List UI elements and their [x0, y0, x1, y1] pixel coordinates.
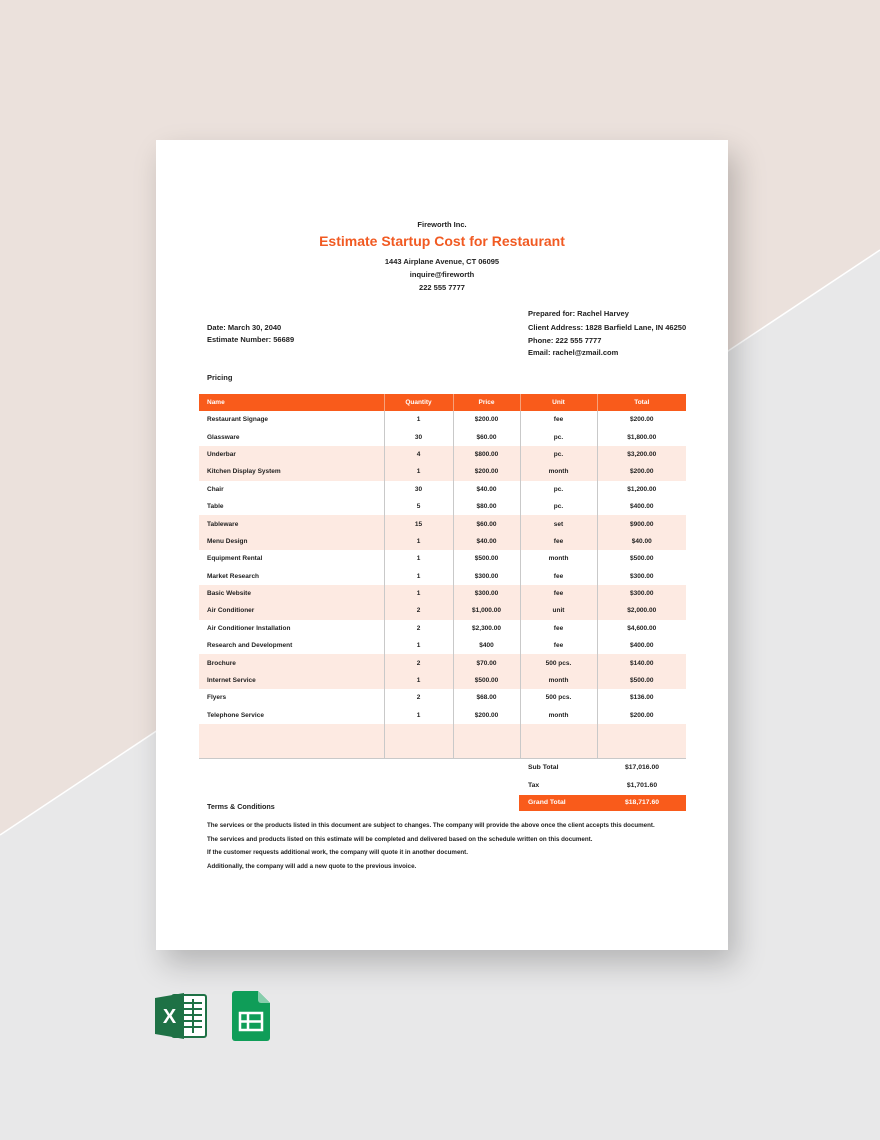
- company-phone: 222 555 7777: [419, 283, 465, 292]
- excel-letter: X: [162, 1006, 177, 1028]
- table-cell: Telephone Service: [207, 711, 264, 719]
- table-row: [199, 585, 686, 602]
- table-cell: $400.00: [597, 498, 686, 515]
- table-cell: Flyers: [207, 694, 227, 702]
- table-cell: $40.00: [597, 533, 686, 550]
- table-row: [199, 446, 686, 463]
- subtotal-value: $17,016.00: [624, 764, 660, 771]
- table-cell: pc.: [520, 428, 597, 445]
- table-cell: Research and Development: [207, 642, 293, 650]
- grand-total-label: Grand Total: [528, 799, 566, 806]
- table-cell: Restaurant Signage: [207, 416, 269, 424]
- table-cell: $300.00: [597, 568, 686, 585]
- table-cell: [384, 724, 453, 759]
- table-cell: $200.00: [453, 463, 520, 480]
- table-cell: 500 pcs.: [520, 654, 597, 671]
- table-cell: 500 pcs.: [520, 689, 597, 706]
- table-cell: $300.00: [453, 585, 520, 602]
- company-address: 1443 Airplane Avenue, CT 06095: [384, 257, 500, 266]
- prepared-for: Prepared for: Rachel Harvey: [528, 309, 629, 318]
- client-email: Email: rachel@zmail.com: [528, 348, 619, 357]
- table-cell: $68.00: [453, 689, 520, 706]
- pricing-table: [199, 394, 686, 759]
- table-cell: Air Conditioner Installation: [207, 624, 291, 632]
- table-cell: $40.00: [453, 533, 520, 550]
- table-cell: $4,600.00: [597, 620, 686, 637]
- table-cell: $300.00: [597, 585, 686, 602]
- table-row: [199, 672, 686, 689]
- table-cell: Table: [207, 503, 224, 511]
- table-cell: $3,200.00: [597, 446, 686, 463]
- client-phone: Phone: 222 555 7777: [528, 336, 602, 345]
- table-cell: 2: [384, 654, 453, 671]
- table-cell: Tableware: [199, 515, 384, 532]
- estimate-number: Estimate Number: 56689: [207, 335, 295, 344]
- client-address: Client Address: 1828 Barfield Lane, IN 46250: [528, 323, 687, 332]
- table-cell: 4: [384, 446, 453, 463]
- table-cell: $40.00: [453, 481, 520, 498]
- tax-label: Tax: [528, 782, 540, 789]
- table-cell: $300.00: [453, 568, 520, 585]
- table-row: [199, 411, 686, 428]
- table-cell: month: [520, 707, 597, 724]
- table-row: [199, 428, 686, 445]
- table-cell: fee: [520, 533, 597, 550]
- table-cell: 2: [384, 602, 453, 619]
- table-cell: 15: [384, 515, 453, 532]
- table-cell: set: [520, 515, 597, 532]
- table-cell: [520, 724, 597, 759]
- table-cell: 1: [384, 585, 453, 602]
- table-cell: Menu Design: [199, 533, 384, 550]
- subtotal-label: Sub Total: [528, 764, 559, 771]
- table-cell: 1: [384, 533, 453, 550]
- table-cell: 30: [384, 481, 453, 498]
- table-row: [199, 707, 686, 724]
- table-cell: $2,000.00: [597, 602, 686, 619]
- table-cell: fee: [520, 637, 597, 654]
- table-cell: $140.00: [597, 654, 686, 671]
- table-cell: $1,000.00: [453, 602, 520, 619]
- table-cell: $200.00: [597, 707, 686, 724]
- table-cell: $500.00: [453, 672, 520, 689]
- column-header: Total: [597, 394, 686, 411]
- table-cell: pc.: [520, 446, 597, 463]
- table-cell: $400: [453, 637, 520, 654]
- table-cell: 2: [384, 689, 453, 706]
- table-row: [199, 515, 686, 532]
- table-cell: $500.00: [597, 550, 686, 567]
- table-cell: $200.00: [453, 707, 520, 724]
- column-header: Price: [453, 394, 520, 411]
- table-cell: fee: [520, 568, 597, 585]
- column-header: Unit: [520, 394, 597, 411]
- table-cell: 1: [384, 672, 453, 689]
- grand-total-value: $18,717.60: [624, 799, 660, 806]
- table-row: [199, 533, 686, 550]
- table-cell: pc.: [520, 498, 597, 515]
- table-row: [199, 620, 686, 637]
- estimate-document: [156, 140, 728, 950]
- terms-line: Additionally, the company will add a new quote to the previous invoice.: [207, 863, 417, 870]
- table-cell: $400.00: [597, 637, 686, 654]
- table-cell: [199, 724, 384, 759]
- terms-line: The services or the products listed in this document are subject to changes. The company will provide the above once the client accepts this document.: [207, 822, 655, 829]
- table-cell: month: [520, 672, 597, 689]
- table-cell: Underbar: [199, 446, 384, 463]
- grand-total-row: [519, 795, 686, 811]
- table-header-row: [199, 394, 686, 411]
- table-cell: Basic Website: [199, 585, 384, 602]
- table-cell: $200.00: [597, 411, 686, 428]
- table-cell: [597, 724, 686, 759]
- table-row: [199, 481, 686, 498]
- table-cell: 1: [384, 411, 453, 428]
- table-row: [199, 689, 686, 706]
- table-cell: $136.00: [597, 689, 686, 706]
- terms-title: Terms & Conditions: [207, 802, 275, 811]
- table-cell: $500.00: [597, 672, 686, 689]
- table-cell: $900.00: [597, 515, 686, 532]
- table-row: [199, 550, 686, 567]
- table-cell: Market Research: [207, 572, 260, 580]
- table-cell: Kitchen Display System: [199, 463, 384, 480]
- table-cell: 1: [384, 707, 453, 724]
- table-cell: $1,200.00: [597, 481, 686, 498]
- table-cell: fee: [520, 411, 597, 428]
- table-cell: $60.00: [453, 428, 520, 445]
- table-cell: $200.00: [453, 411, 520, 428]
- table-cell: 1: [384, 568, 453, 585]
- column-header: Quantity: [384, 394, 453, 411]
- table-cell: 1: [384, 463, 453, 480]
- estimate-date: Date: March 30, 2040: [207, 323, 282, 332]
- table-cell: 30: [384, 428, 453, 445]
- table-row: [199, 602, 686, 619]
- table-cell: [453, 724, 520, 759]
- table-cell: $800.00: [453, 446, 520, 463]
- company-name: Fireworth Inc.: [417, 220, 467, 229]
- excel-icon[interactable]: [155, 992, 209, 1040]
- terms-line: The services and products listed on this estimate will be completed and delivered based on the schedule written on this document.: [207, 836, 593, 843]
- table-cell: $1,800.00: [597, 428, 686, 445]
- table-cell: $500.00: [453, 550, 520, 567]
- table-cell: $70.00: [453, 654, 520, 671]
- table-cell: Internet Service: [199, 672, 384, 689]
- table-cell: Brochure: [199, 654, 384, 671]
- document-title: Estimate Startup Cost for Restaurant: [319, 233, 565, 249]
- table-cell: fee: [520, 585, 597, 602]
- table-cell: 2: [384, 620, 453, 637]
- column-header: Name: [199, 394, 384, 411]
- pricing-label: Pricing: [207, 373, 233, 382]
- table-cell: 5: [384, 498, 453, 515]
- table-row: [199, 498, 686, 515]
- table-cell: $80.00: [453, 498, 520, 515]
- table-cell: $2,300.00: [453, 620, 520, 637]
- terms-line: If the customer requests additional work, the company will quote it in another document.: [207, 849, 468, 856]
- table-cell: Air Conditioner: [199, 602, 384, 619]
- table-cell: 1: [384, 550, 453, 567]
- table-cell: 1: [384, 637, 453, 654]
- table-cell: month: [520, 550, 597, 567]
- table-cell: Glassware: [207, 433, 240, 441]
- table-cell: $200.00: [597, 463, 686, 480]
- tax-value: $1,701.60: [626, 782, 658, 789]
- table-cell: Chair: [207, 485, 224, 493]
- table-row: [199, 568, 686, 585]
- table-cell: pc.: [520, 481, 597, 498]
- table-cell: month: [520, 463, 597, 480]
- table-cell: fee: [520, 620, 597, 637]
- table-cell: Equipment Rental: [207, 555, 263, 563]
- table-cell: $60.00: [453, 515, 520, 532]
- table-row: [199, 637, 686, 654]
- company-email: inquire@fireworth: [409, 270, 475, 279]
- table-cell: unit: [520, 602, 597, 619]
- table-row: [199, 463, 686, 480]
- google-sheets-icon[interactable]: [232, 991, 270, 1041]
- table-row-empty: [199, 724, 686, 759]
- table-row: [199, 654, 686, 671]
